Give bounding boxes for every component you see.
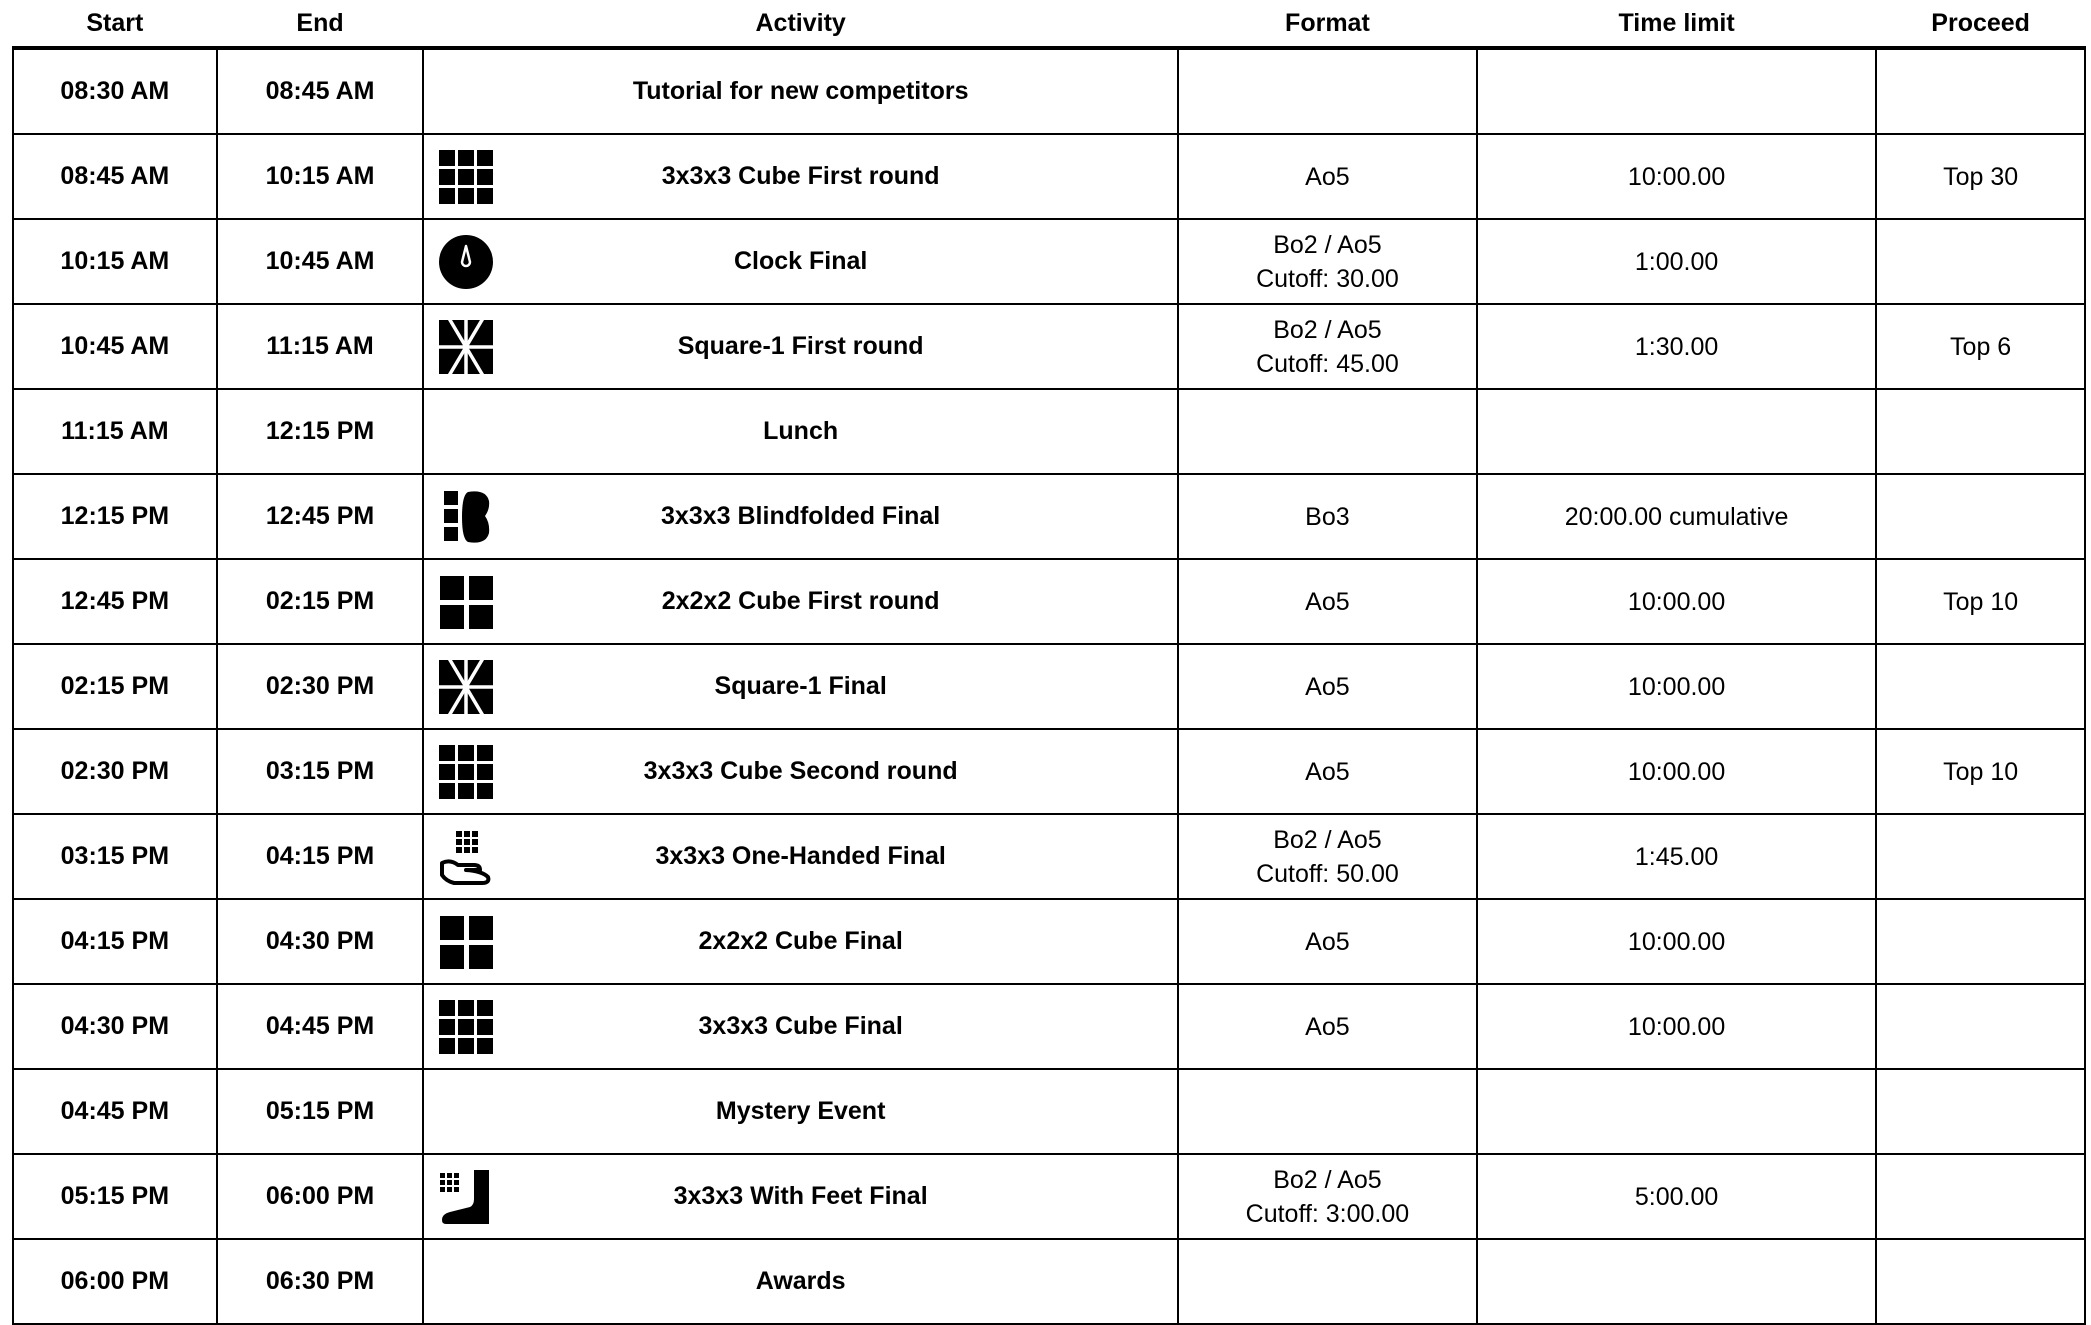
format-cell <box>1178 814 1477 899</box>
end-time-cell: 10:15 AM <box>217 134 424 219</box>
proceed-cell <box>1876 1239 2085 1324</box>
format-cell <box>1178 474 1477 559</box>
activity-cell <box>423 814 1178 899</box>
table-row <box>13 1069 2085 1154</box>
format-line: Bo2 / Ao5 <box>1273 1165 1382 1194</box>
time-limit-cell: 10:00.00 <box>1477 899 1876 984</box>
start-time-cell: 06:00 PM <box>13 1239 217 1324</box>
activity-cell <box>423 304 1178 389</box>
activity-cell <box>423 1239 1178 1324</box>
proceed-cell <box>1876 644 2085 729</box>
cutoff-line: Cutoff: 50.00 <box>1256 859 1399 888</box>
format-line: Ao5 <box>1305 162 1350 191</box>
table-row <box>13 984 2085 1069</box>
time-limit-cell <box>1477 389 1876 474</box>
table-row <box>13 389 2085 474</box>
time-limit-cell <box>1477 48 1876 134</box>
end-time-cell: 08:45 AM <box>217 48 424 134</box>
activity-label: Lunch <box>763 417 839 445</box>
activity-label: 3x3x3 One-Handed Final <box>655 842 946 870</box>
time-limit-cell <box>1477 1069 1876 1154</box>
format-cell <box>1178 559 1477 644</box>
proceed-cell <box>1876 1154 2085 1239</box>
square-1-icon <box>438 319 494 375</box>
activity-label: Clock Final <box>733 247 868 275</box>
start-time-cell: 02:30 PM <box>13 729 217 814</box>
format-cell <box>1178 1154 1477 1239</box>
time-limit-cell: 20:00.00 cumulative <box>1477 474 1876 559</box>
cube-3x3-icon <box>438 999 494 1055</box>
proceed-cell: Top 10 <box>1876 559 2085 644</box>
end-time-cell: 10:45 AM <box>217 219 424 304</box>
time-limit-cell: 1:00.00 <box>1477 219 1876 304</box>
proceed-cell <box>1876 48 2085 134</box>
format-line: Ao5 <box>1305 757 1350 786</box>
header-end: End <box>296 8 344 37</box>
cutoff-line: Cutoff: 45.00 <box>1256 349 1399 378</box>
header-row <box>13 0 2085 48</box>
start-time-cell: 12:45 PM <box>13 559 217 644</box>
one-handed-icon <box>438 829 494 885</box>
activity-cell <box>423 389 1178 474</box>
activity-label: 2x2x2 Cube First round <box>661 587 940 615</box>
format-cell <box>1178 1069 1477 1154</box>
cutoff-line: Cutoff: 3:00.00 <box>1245 1199 1410 1228</box>
start-time-cell: 10:45 AM <box>13 304 217 389</box>
header-activity: Activity <box>755 8 846 37</box>
header-time-limit: Time limit <box>1618 8 1735 37</box>
activity-cell <box>423 729 1178 814</box>
end-time-cell: 03:15 PM <box>217 729 424 814</box>
activity-label: Awards <box>755 1267 846 1295</box>
table-row <box>13 729 2085 814</box>
time-limit-cell: 10:00.00 <box>1477 134 1876 219</box>
table-row <box>13 899 2085 984</box>
activity-label: Square-1 Final <box>714 672 887 700</box>
table-row <box>13 644 2085 729</box>
activity-cell <box>423 48 1178 134</box>
proceed-cell: Top 6 <box>1876 304 2085 389</box>
proceed-cell: Top 30 <box>1876 134 2085 219</box>
time-limit-cell: 10:00.00 <box>1477 984 1876 1069</box>
format-line: Ao5 <box>1305 927 1350 956</box>
table-row <box>13 814 2085 899</box>
table-body <box>13 48 2085 1324</box>
cube-3x3-icon <box>438 149 494 205</box>
end-time-cell: 11:15 AM <box>217 304 424 389</box>
activity-cell <box>423 219 1178 304</box>
time-limit-cell: 10:00.00 <box>1477 559 1876 644</box>
table-row <box>13 1154 2085 1239</box>
with-feet-icon <box>438 1169 494 1225</box>
format-cell <box>1178 134 1477 219</box>
end-time-cell: 02:30 PM <box>217 644 424 729</box>
end-time-cell: 12:45 PM <box>217 474 424 559</box>
activity-label: 3x3x3 Blindfolded Final <box>661 502 941 530</box>
activity-label: 2x2x2 Cube Final <box>698 927 903 955</box>
start-time-cell: 11:15 AM <box>13 389 217 474</box>
start-time-cell: 10:15 AM <box>13 219 217 304</box>
start-time-cell: 02:15 PM <box>13 644 217 729</box>
cutoff-line: Cutoff: 30.00 <box>1256 264 1399 293</box>
square-1-icon <box>438 659 494 715</box>
end-time-cell: 04:30 PM <box>217 899 424 984</box>
table-row <box>13 474 2085 559</box>
activity-cell <box>423 644 1178 729</box>
proceed-cell <box>1876 984 2085 1069</box>
format-cell <box>1178 984 1477 1069</box>
table-row <box>13 304 2085 389</box>
format-cell <box>1178 219 1477 304</box>
time-limit-cell: 10:00.00 <box>1477 729 1876 814</box>
table-header <box>13 0 2085 48</box>
time-limit-cell: 5:00.00 <box>1477 1154 1876 1239</box>
end-time-cell: 06:30 PM <box>217 1239 424 1324</box>
format-cell <box>1178 304 1477 389</box>
activity-label: 3x3x3 Cube Second round <box>643 757 958 785</box>
schedule-table <box>12 0 2086 1325</box>
cube-2x2-icon <box>438 574 494 630</box>
proceed-cell <box>1876 899 2085 984</box>
start-time-cell: 08:45 AM <box>13 134 217 219</box>
format-cell <box>1178 729 1477 814</box>
end-time-cell: 06:00 PM <box>217 1154 424 1239</box>
end-time-cell: 02:15 PM <box>217 559 424 644</box>
proceed-cell <box>1876 1069 2085 1154</box>
time-limit-cell <box>1477 1239 1876 1324</box>
proceed-cell <box>1876 219 2085 304</box>
start-time-cell: 03:15 PM <box>13 814 217 899</box>
time-limit-cell: 1:30.00 <box>1477 304 1876 389</box>
format-line: Ao5 <box>1305 587 1350 616</box>
time-limit-cell: 10:00.00 <box>1477 644 1876 729</box>
activity-label: Tutorial for new competitors <box>632 77 969 105</box>
format-line: Bo2 / Ao5 <box>1273 315 1382 344</box>
format-cell <box>1178 389 1477 474</box>
format-line: Bo3 <box>1305 502 1350 531</box>
proceed-cell: Top 10 <box>1876 729 2085 814</box>
activity-cell <box>423 984 1178 1069</box>
format-line: Ao5 <box>1305 1012 1350 1041</box>
format-cell <box>1178 899 1477 984</box>
format-line: Bo2 / Ao5 <box>1273 230 1382 259</box>
format-cell <box>1178 1239 1477 1324</box>
header-proceed: Proceed <box>1931 8 2030 37</box>
start-time-cell: 04:45 PM <box>13 1069 217 1154</box>
activity-cell <box>423 1154 1178 1239</box>
start-time-cell: 04:15 PM <box>13 899 217 984</box>
activity-cell <box>423 134 1178 219</box>
format-cell <box>1178 644 1477 729</box>
format-cell <box>1178 48 1477 134</box>
header-format: Format <box>1285 8 1370 37</box>
header-start: Start <box>86 8 144 37</box>
table-row <box>13 134 2085 219</box>
activity-cell <box>423 1069 1178 1154</box>
format-line: Bo2 / Ao5 <box>1273 825 1382 854</box>
proceed-cell <box>1876 814 2085 899</box>
activity-cell <box>423 474 1178 559</box>
end-time-cell: 04:15 PM <box>217 814 424 899</box>
end-time-cell: 12:15 PM <box>217 389 424 474</box>
start-time-cell: 08:30 AM <box>13 48 217 134</box>
blindfolded-icon <box>438 489 494 545</box>
end-time-cell: 04:45 PM <box>217 984 424 1069</box>
time-limit-cell: 1:45.00 <box>1477 814 1876 899</box>
proceed-cell <box>1876 474 2085 559</box>
activity-cell <box>423 899 1178 984</box>
activity-label: Mystery Event <box>715 1097 886 1125</box>
activity-cell <box>423 559 1178 644</box>
cube-3x3-icon <box>438 744 494 800</box>
table-row <box>13 1239 2085 1324</box>
activity-label: 3x3x3 Cube First round <box>661 162 940 190</box>
clock-icon <box>438 234 494 290</box>
start-time-cell: 04:30 PM <box>13 984 217 1069</box>
start-time-cell: 05:15 PM <box>13 1154 217 1239</box>
table-row <box>13 559 2085 644</box>
cube-2x2-icon <box>438 914 494 970</box>
activity-label: Square-1 First round <box>677 332 924 360</box>
activity-label: 3x3x3 Cube Final <box>698 1012 903 1040</box>
table-row <box>13 48 2085 134</box>
activity-label: 3x3x3 With Feet Final <box>673 1182 928 1210</box>
format-line: Ao5 <box>1305 672 1350 701</box>
proceed-cell <box>1876 389 2085 474</box>
end-time-cell: 05:15 PM <box>217 1069 424 1154</box>
start-time-cell: 12:15 PM <box>13 474 217 559</box>
table-row <box>13 219 2085 304</box>
